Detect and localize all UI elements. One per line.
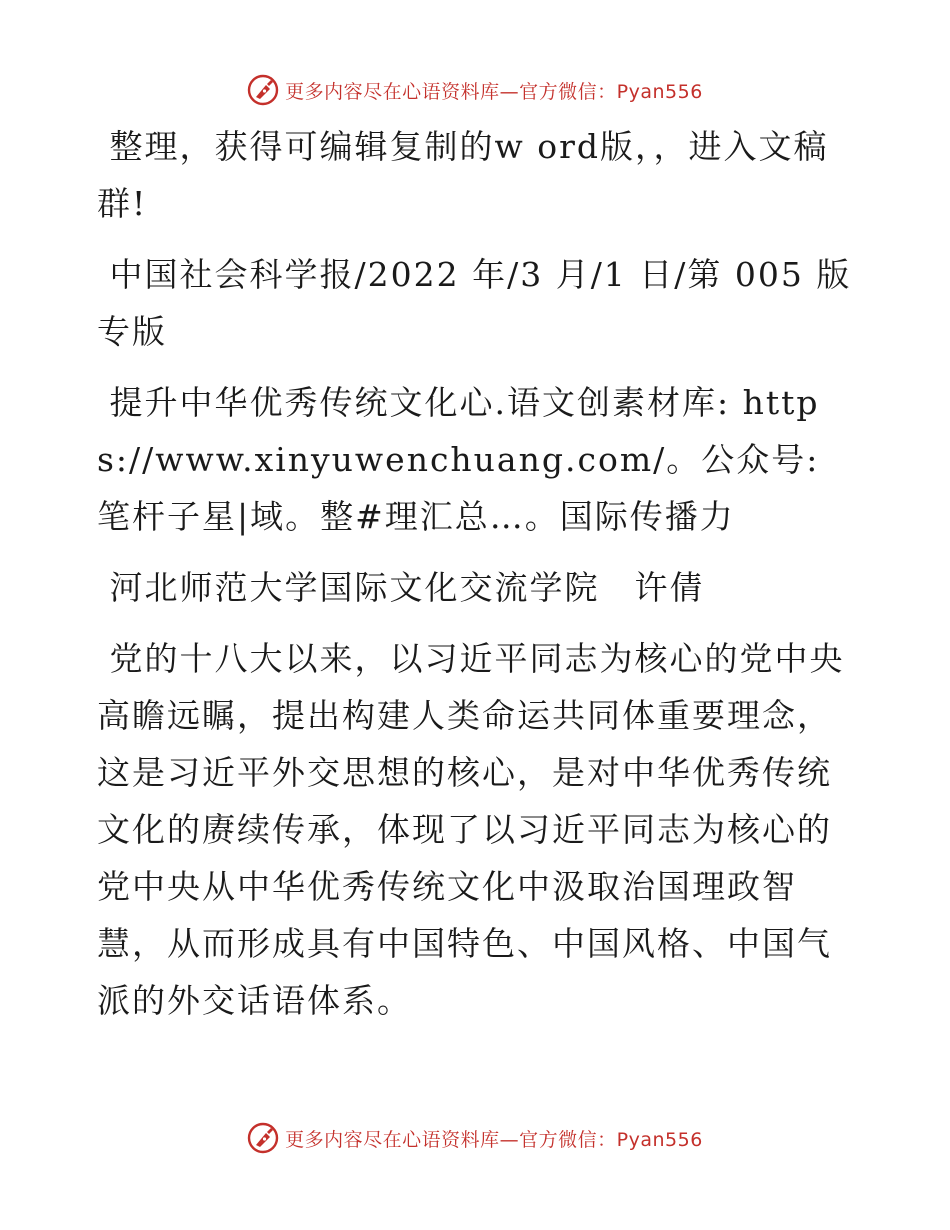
document-body	[97, 118, 864, 1043]
paragraph-title: 提升中华优秀传统文化心.语文创素材库: https://www.xinyuwenchuang.com/。公众号: 笔杆子星|域。整#理汇总…。国际传播力	[97, 383, 832, 536]
paragraph-author: 河北师范大学国际文化交流学院 许倩	[97, 568, 705, 607]
pen-nib-logo-icon	[247, 74, 279, 106]
paragraph-body: 党的十八大以来，以习近平同志为核心的党中央高瞻远瞩，提出构建人类命运共同体重要理念，这是习近平外交思想的核心，是对中华优秀传统文化的赓续传承，体现了以习近平同志为核心的党中央从中华优秀传统文化中汲取治国理政智慧，从而形成具有中国特色、中国风格、中国气派的外交话语体系。	[97, 639, 845, 1020]
paragraph-intro: 整理，获得可编辑复制的w ord版，，进入文稿群!	[97, 127, 829, 223]
footer-watermark	[0, 1118, 950, 1158]
watermark-text: 更多内容尽在心语资料库—官方微信：Pyan556	[285, 1128, 703, 1151]
pen-nib-logo-icon	[247, 1122, 279, 1154]
header-watermark	[0, 70, 950, 110]
paragraph-source: 中国社会科学报/2022 年/3 月/1 日/第 005 版 专版	[97, 255, 864, 351]
watermark-text: 更多内容尽在心语资料库—官方微信：Pyan556	[285, 80, 703, 103]
